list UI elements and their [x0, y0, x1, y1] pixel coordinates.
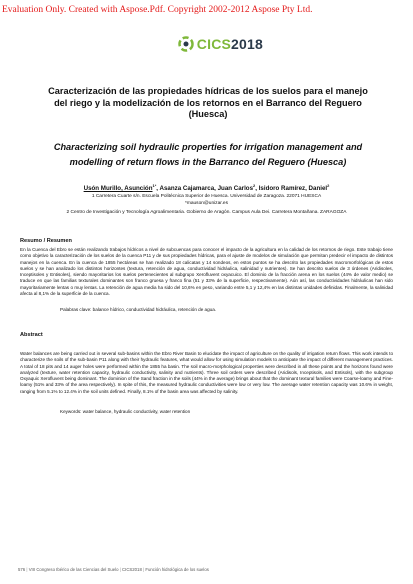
author-1-sup: 1*	[152, 183, 157, 188]
author-2-sup: 2	[253, 183, 256, 188]
resumen-text: En la Cuenca del Ebro se están realizando trabajos hídricos a nivel de subcuencas para conocer el impacto de la agricultura en la calidad de los retornos de riego. Este trabajo tiene como objetivo la caracterización de los suelos de la cuenca P11 y de sus propiedades hídricas, para el ajuste de modelos de simulación que permitan predecir el impacto de distintos manejos en la cuenca. En la cuenca de 1855 hectáreas se han realizado 18 calicatas y 14 sondeos, en estos puntos se ha descrito las propiedades macromorfológicas de estos suelos y se han analizado los distintos horizontes (textura, retención de agua, conductividad hidráulica, salinidad y nutrientes). Se han descrito suelos de 3 órdenes (Aridisoles, Inceptisoles y Entisoles), siendo mayoritarios los suelos pertenecientes al subgrupo Xerofluvent oxyacuico. El dominio de la fracción arena en los suelos (44% de valor medio) se traduce en que las familias texturales dominantes son franco gruesa y franco fina (51 y 33% de la superficie, respectivamente). Aún así, las conductividades hidráulicas han sido mayoritariamente lentas o muy lentas. La retención de agua media ha sido del 10,6% en peso, variando entre 5,1 y 12,4% en las distintas unidades definidas. Finalmente, la salinidad afecta al 8,1% de la superficie de la cuenca.	[20, 247, 393, 297]
resumen-keywords: Palabras clave: balance hídrico, conductividad hidráulica, retención de agua.	[60, 307, 217, 312]
author-1: Usón Murillo, Asunción	[83, 185, 153, 193]
author-3: , Isidoro Ramírez, Daniel	[255, 185, 328, 193]
author-3-sup: 2	[327, 183, 330, 188]
title-english: Characterizing soil hydraulic properties for irrigation management and modelling of return flows in the Barranco del Reguero (Huesca)	[53, 142, 363, 167]
footer-congress: VIII Congreso Ibérico de las Ciencias del Suelo	[28, 567, 119, 572]
title-spanish: Caracterización de las propiedades hídricas de los suelos para el manejo del riego y la modelización de los retornos en el Barranco del Reguero (Huesca)	[48, 86, 368, 119]
abstract-heading: Abstract	[20, 332, 43, 338]
authors-line	[20, 183, 393, 192]
author-email: *mauson@unizar.es	[184, 201, 228, 206]
abstract-text: Water balances are being carried out in several sub-basins within the Ebro River Basin to elucidate the impact of agriculture on the quality of irrigation return flows. This work intends to characterize the soils of the sub-basin P11 along with their hydraulic features, what would allow for using simulation models to anticipate the impact of different management practices. A total of 18 pits and 14 auger holes were performed within the 1855 ha basin. The soil macro-morphological properties were described in all these points and the horizons found were analyzed (texture, water retention capacity, hydraulic conductivity, salinity and nutrients). Three soil orders were described (Aridisols, Inceptisols, and Entisols), with the subgroup Oxyaquic Xerofluvent being dominant. The dominion of the Sand fraction in the soils (44% in the average) brings about that the dominant textural families were Coarse-loamy and Fine-loamy (51% and 33% of the area respectively). In spite of this, the measured hydraulic conductivities were low or very low. The average water retention capacity was 10.6% in weight, ranging from 5.1% to 12.4% in the soil units defined. Finally, 8.1% of the basin area was affected by salinity.	[20, 351, 393, 394]
watermark-text: Evaluation Only. Created with Aspose.Pdf. Copyright 2002-2012 Aspose Pty Ltd.	[2, 5, 313, 15]
logo-text: CICS2018	[196, 36, 263, 52]
affiliation-2: 2 Centro de Investigación y Tecnología Agroalimentaria. Gobierno de Aragón. Campus Aula Dei. Carretera Montañana. ZARAGOZA	[66, 210, 347, 215]
cics-logo	[178, 36, 263, 52]
footer-cics: CICS2018	[122, 567, 142, 572]
page-number: 576	[18, 567, 26, 572]
resumen-heading: Resumo / Resumen	[20, 238, 72, 244]
footer-topic: Función hidrológica de los suelos	[145, 567, 209, 572]
affiliation-1: 1 Carretera Cuarte s/n. Escuela Politécnica Superior de Huesca. Universidad de Zaragoza. 22071 HUESCA	[91, 194, 322, 199]
logo-mark-icon	[178, 36, 194, 52]
abstract-keywords: Keywords: water balance, hydraulic conductivity, water retention	[60, 409, 191, 414]
author-2: , Asanza Cajamarca, Juan Carlos	[156, 185, 254, 193]
page-footer: 576 | VIII Congreso Ibérico de las Ciencias del Suelo | CICS2018 | Función hidrológica de los suelos	[18, 567, 209, 572]
